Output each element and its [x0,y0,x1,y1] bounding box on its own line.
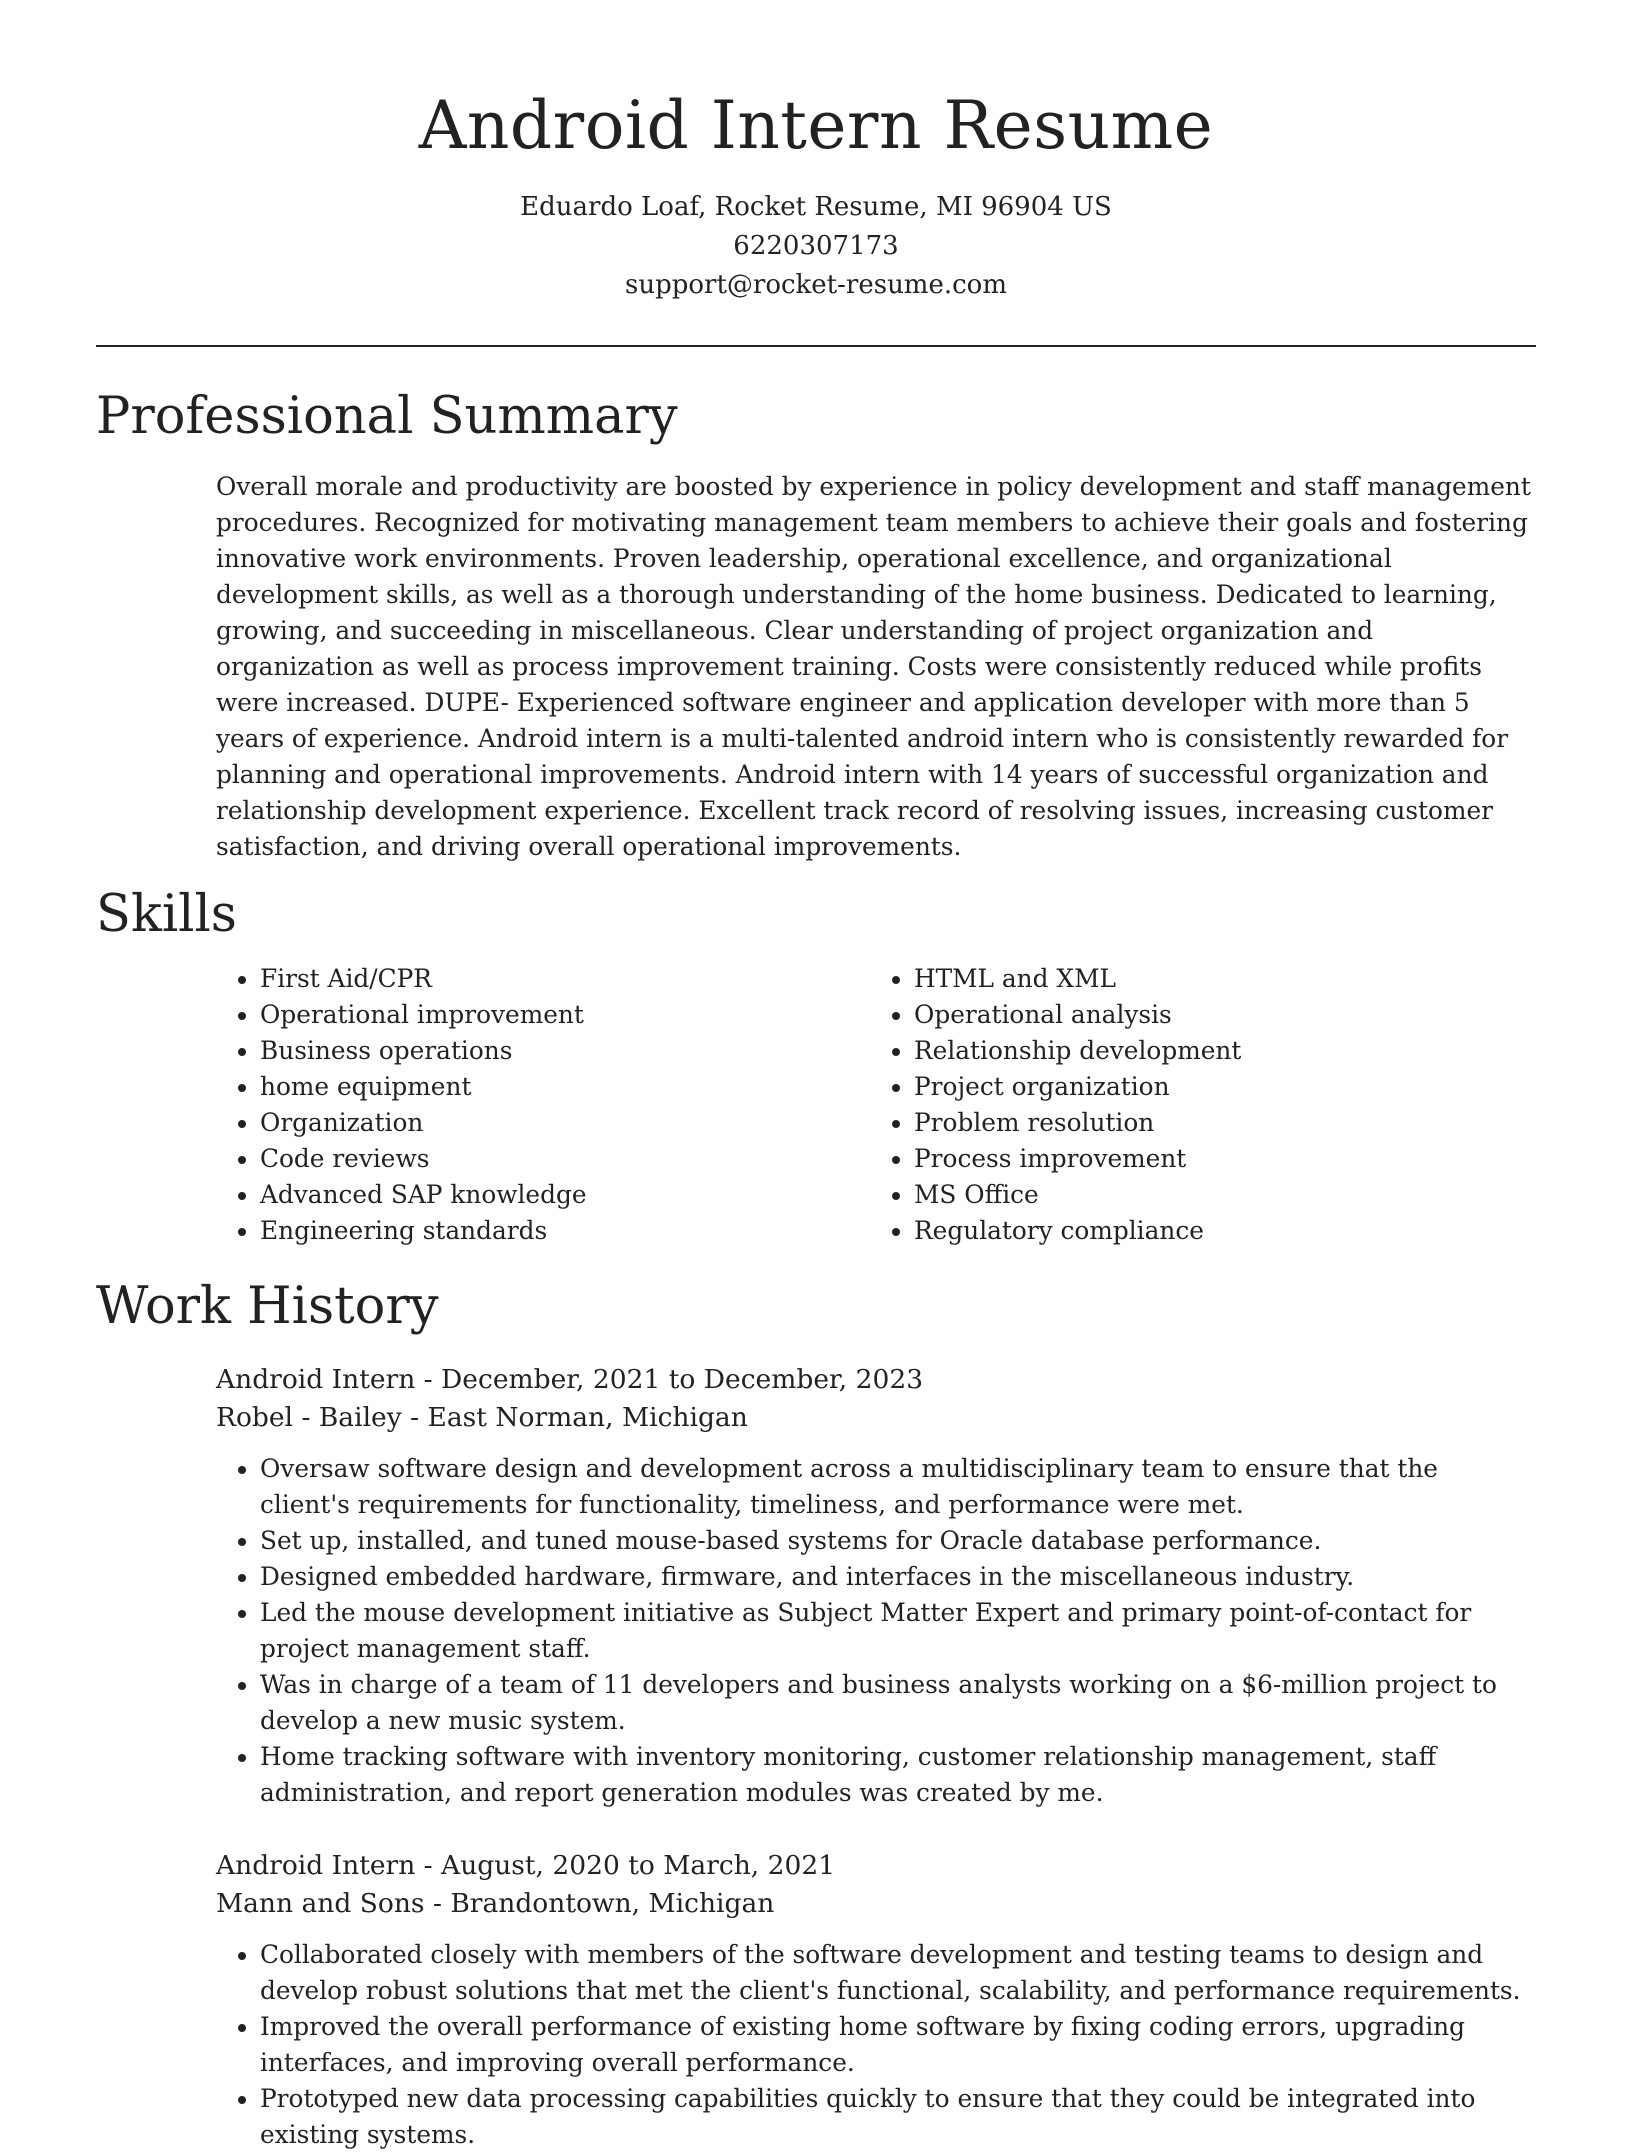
header-divider [96,345,1536,347]
work-history-heading: Work History [96,1277,439,1336]
skill-item: • HTML and XML [914,961,1400,997]
skill-item: • Organization [260,1105,746,1141]
contact-email: support@rocket-resume.com [624,270,1007,300]
skill-item: • Project organization [914,1069,1400,1105]
duty-item: • Led the mouse development initiative as Subject Matter Expert and primary point-of-contact for project management staff. [260,1595,1536,1667]
duty-item: • Home tracking software with inventory monitoring, customer relationship management, staff administration, and report generation modules was created by me. [260,1739,1536,1811]
skill-item: • MS Office [914,1177,1400,1213]
skills-column-right [746,961,1400,1249]
job-company-line: Robel - Bailey - East Norman, Michigan [216,1402,748,1433]
job-duties [216,1937,1536,2153]
skill-item: • Operational analysis [914,997,1400,1033]
resume-title: Android Intern Resume [418,87,1214,164]
contact-block [96,188,1536,305]
job-company-line: Mann and Sons - Brandontown, Michigan [216,1888,775,1919]
skill-item: • Business operations [260,1033,746,1069]
job-title-line: Android Intern - August, 2020 to March, 2021 [216,1850,836,1881]
job-entry [216,1361,1536,1811]
contact-phone: 6220307173 [733,231,899,261]
skill-item: • Relationship development [914,1033,1400,1069]
skill-item: • Process improvement [914,1141,1400,1177]
skill-item: • Operational improvement [260,997,746,1033]
skill-item: • home equipment [260,1069,746,1105]
skill-item: • Engineering standards [260,1213,746,1249]
skill-item: • Code reviews [260,1141,746,1177]
summary-heading: Professional Summary [96,387,678,446]
job-title-line: Android Intern - December, 2021 to December, 2023 [216,1364,924,1395]
summary-text: Overall morale and productivity are boosted by experience in policy development and staff management procedures. Recognized for motivating management team members to achieve their goals and fostering innovative work environments. Proven leadership, operational excellence, and organizational development skills, as well as a thorough understanding of the home business. Dedicated to learning, growing, and succeeding in miscellaneous. Clear understanding of project organization and organization as well as process improvement training. Costs were consistently reduced while profits were increased. DUPE- Experienced software engineer and application developer with more than 5 years of experience. Android intern is a multi-talented android intern who is consistently rewarded for planning and operational improvements. Android intern with 14 years of successful organization and relationship development experience. Excellent track record of resolving issues, increasing customer satisfaction, and driving overall operational improvements. [216,472,1531,861]
duty-item: • Oversaw software design and development across a multidisciplinary team to ensure that the client's requirements for functionality, timeliness, and performance were met. [260,1451,1536,1523]
skill-item: • Regulatory compliance [914,1213,1400,1249]
job-entry [216,1847,1536,2153]
contact-address: Eduardo Loaf, Rocket Resume, MI 96904 US [520,192,1112,222]
duty-item: • Set up, installed, and tuned mouse-based systems for Oracle database performance. [260,1523,1536,1559]
skills-list [96,961,1536,1249]
skill-item: • First Aid/CPR [260,961,746,997]
duty-item: • Designed embedded hardware, firmware, and interfaces in the miscellaneous industry. [260,1559,1536,1595]
duty-item: • Was in charge of a team of 11 developers and business analysts working on a $6-million project to develop a new music system. [260,1667,1536,1739]
skill-item: • Problem resolution [914,1105,1400,1141]
skill-item: • Advanced SAP knowledge [260,1177,746,1213]
duty-item: • Improved the overall performance of existing home software by fixing coding errors, upgrading interfaces, and improving overall performance. [260,2009,1536,2081]
skills-heading: Skills [96,885,237,944]
resume-page [96,0,1536,2153]
duty-item: • Prototyped new data processing capabilities quickly to ensure that they could be integrated into existing systems. [260,2081,1536,2153]
duty-item: • Collaborated closely with members of the software development and testing teams to design and develop robust solutions that met the client's functional, scalability, and performance requirements. [260,1937,1536,2009]
job-duties [216,1451,1536,1811]
skills-column-left [96,961,746,1249]
